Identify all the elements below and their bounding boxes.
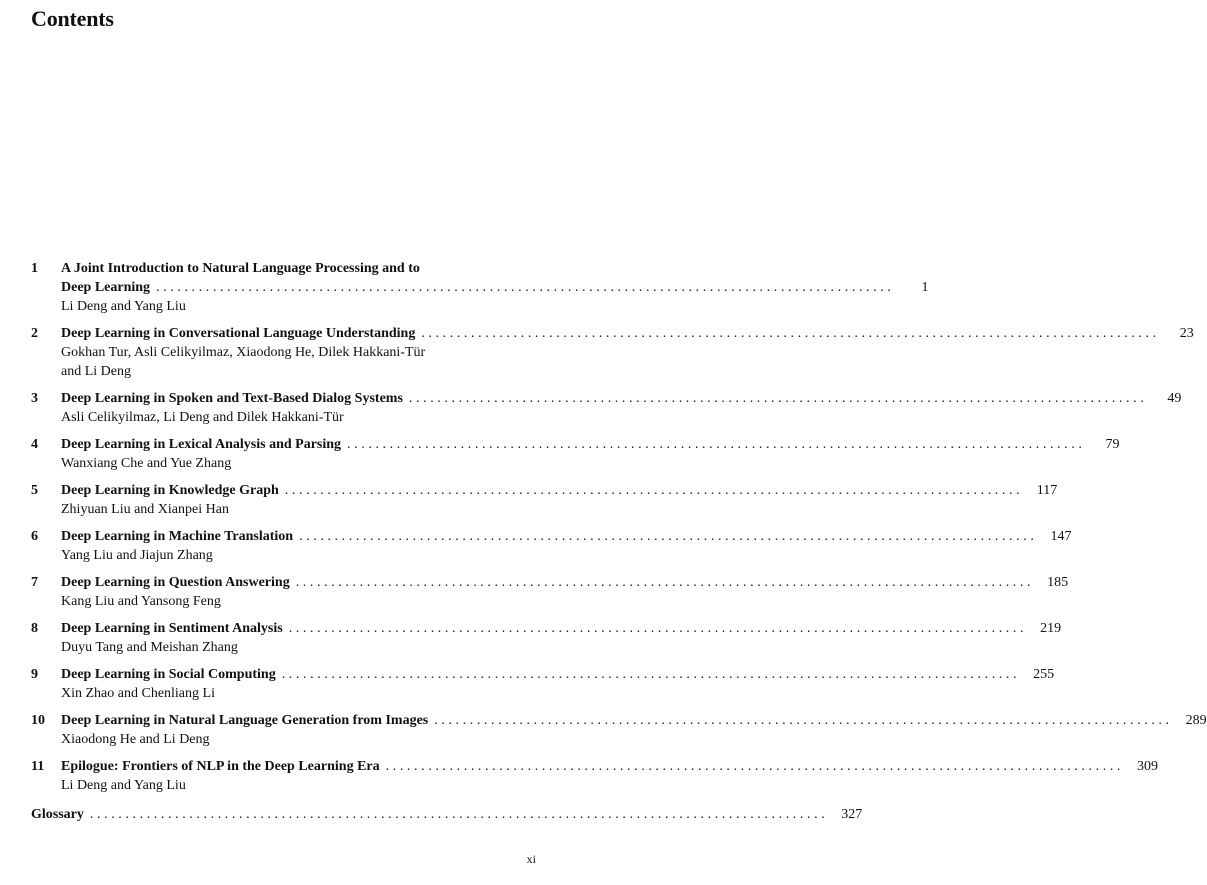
chapter-title-line — [61, 711, 1207, 730]
chapter-title[interactable]: Deep Learning in Natural Language Generation from Images — [61, 713, 429, 728]
chapter-number: 4 — [31, 437, 38, 452]
dot-leader: ........................................................................................................ — [295, 575, 1035, 590]
chapter-authors: Kang Liu and Yansong Feng — [61, 594, 221, 609]
dot-leader: ........................................................................................................ — [408, 391, 1148, 406]
chapter-title-line — [61, 757, 1159, 776]
chapter-authors: Li Deng and Yang Liu — [61, 299, 186, 314]
toc-entry-2[interactable] — [31, 324, 1194, 381]
dot-leader: ........................................................................................................ — [421, 326, 1160, 341]
dot-leader: ........................................................................................................ — [284, 483, 1024, 498]
page-number[interactable]: 309 — [1137, 759, 1159, 774]
page-number[interactable]: 289 — [1185, 713, 1207, 728]
chapter-authors: Xin Zhao and Chenliang Li — [61, 686, 215, 701]
chapter-authors: Yang Liu and Jiajun Zhang — [61, 548, 213, 563]
dot-leader: ........................................................................................................ — [434, 713, 1173, 728]
chapter-number: 10 — [31, 713, 45, 728]
page-number[interactable]: 79 — [1105, 437, 1120, 452]
chapter-number: 6 — [31, 529, 38, 544]
table-of-contents — [31, 259, 1207, 832]
page-number[interactable]: 327 — [841, 807, 863, 822]
chapter-title-line — [61, 481, 1058, 500]
chapter-title-line — [61, 259, 535, 278]
toc-entry-4[interactable] — [31, 435, 1120, 473]
dot-leader: ........................................................................................................ — [347, 437, 1086, 452]
chapter-authors: Asli Celikyilmaz, Li Deng and Dilek Hakkani-Tür — [61, 410, 344, 425]
chapter-title[interactable]: Deep Learning in Conversational Language Understanding — [61, 326, 416, 341]
chapter-authors: Gokhan Tur, Asli Celikyilmaz, Xiaodong He, Dilek Hakkani-Tür — [61, 345, 426, 360]
chapter-title[interactable]: Deep Learning in Spoken and Text-Based Dialog Systems — [61, 391, 403, 406]
chapter-number: 5 — [31, 483, 38, 498]
chapter-title[interactable]: Epilogue: Frontiers of NLP in the Deep Learning Era — [61, 759, 380, 774]
chapter-number: 8 — [31, 621, 38, 636]
page-number[interactable]: 219 — [1040, 621, 1062, 636]
chapter-title-line — [61, 527, 1072, 546]
dot-leader: ........................................................................................................ — [299, 529, 1038, 544]
toc-entry-11[interactable] — [31, 757, 1159, 795]
toc-entry-6[interactable] — [31, 527, 1072, 565]
dot-leader: ........................................................................................................ — [89, 807, 829, 822]
toc-entry-8[interactable] — [31, 619, 1062, 657]
chapter-authors: Wanxiang Che and Yue Zhang — [61, 456, 232, 471]
chapter-number: 1 — [31, 261, 38, 276]
chapter-title[interactable]: Deep Learning — [61, 280, 151, 295]
chapter-title[interactable]: Deep Learning in Sentiment Analysis — [61, 621, 283, 636]
chapter-authors: Zhiyuan Liu and Xianpei Han — [61, 502, 229, 517]
toc-entry-glossary[interactable] — [31, 805, 863, 824]
toc-entry-9[interactable] — [31, 665, 1055, 703]
page-number[interactable]: 185 — [1047, 575, 1069, 590]
chapter-title-line — [61, 573, 1069, 592]
page-number[interactable]: 147 — [1050, 529, 1072, 544]
chapter-title[interactable]: A Joint Introduction to Natural Language Processing and to — [61, 261, 420, 276]
chapter-authors: Xiaodong He and Li Deng — [61, 732, 210, 747]
page-number[interactable]: 23 — [1179, 326, 1194, 341]
page-title: Contents — [31, 6, 114, 31]
chapter-title-line — [61, 324, 1194, 343]
toc-entry-7[interactable] — [31, 573, 1069, 611]
page-number[interactable]: 49 — [1167, 391, 1182, 406]
chapter-title[interactable]: Deep Learning in Machine Translation — [61, 529, 294, 544]
chapter-number: 9 — [31, 667, 38, 682]
chapter-title[interactable]: Deep Learning in Question Answering — [61, 575, 290, 590]
toc-entry-5[interactable] — [31, 481, 1058, 519]
chapter-title-line — [61, 619, 1062, 638]
chapter-title[interactable]: Deep Learning in Lexical Analysis and Parsing — [61, 437, 342, 452]
chapter-title-line — [61, 665, 1055, 684]
page-number[interactable]: 117 — [1036, 483, 1058, 498]
glossary-line — [31, 805, 863, 824]
chapter-title-line — [61, 278, 929, 297]
dot-leader: ........................................................................................................ — [385, 759, 1125, 774]
glossary-title[interactable]: Glossary — [31, 807, 84, 822]
chapter-number: 7 — [31, 575, 38, 590]
page-number[interactable]: 255 — [1033, 667, 1055, 682]
chapter-number: 2 — [31, 326, 38, 341]
chapter-authors: Duyu Tang and Meishan Zhang — [61, 640, 238, 655]
chapter-authors: and Li Deng — [61, 364, 131, 379]
chapter-title[interactable]: Deep Learning in Social Computing — [61, 667, 276, 682]
toc-entry-1[interactable] — [31, 259, 929, 316]
chapter-title-line — [61, 389, 1182, 408]
dot-leader: ........................................................................................................ — [156, 280, 895, 295]
page-number[interactable]: 1 — [921, 280, 929, 295]
chapter-number: 3 — [31, 391, 38, 406]
toc-entry-10[interactable] — [31, 711, 1207, 749]
chapter-authors: Li Deng and Yang Liu — [61, 778, 186, 793]
dot-leader: ........................................................................................................ — [281, 667, 1021, 682]
chapter-title[interactable]: Deep Learning in Knowledge Graph — [61, 483, 279, 498]
toc-entry-3[interactable] — [31, 389, 1182, 427]
dot-leader: ........................................................................................................ — [288, 621, 1028, 636]
page-folio: xi — [526, 852, 536, 866]
chapter-number: 11 — [31, 759, 45, 774]
chapter-title-line — [61, 435, 1120, 454]
